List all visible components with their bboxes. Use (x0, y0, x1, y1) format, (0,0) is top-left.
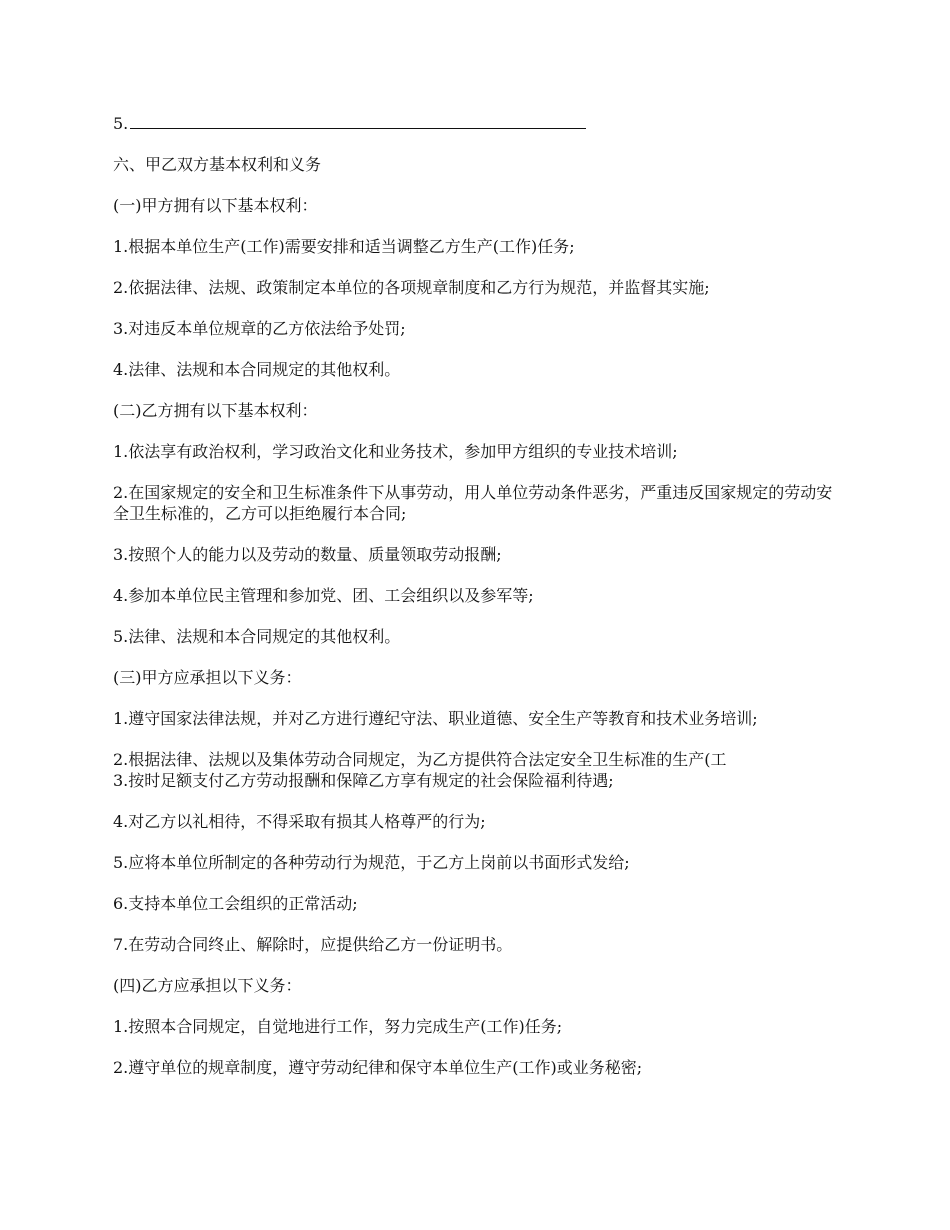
blank-item-5 (113, 112, 838, 134)
part3-item: 6.支持本单位工会组织的正常活动; (113, 894, 358, 913)
item-number: 5. (113, 114, 129, 133)
part4-item: 2.遵守单位的规章制度，遵守劳动纪律和保守本单位生产(工作)或业务秘密; (113, 1058, 643, 1077)
part1-item: 2.依据法律、法规、政策制定本单位的各项规章制度和乙方行为规范，并监督其实施; (113, 278, 710, 297)
part4-heading: (四)乙方应承担以下义务： (113, 976, 302, 995)
part1-item: 3.对违反本单位规章的乙方依法给予处罚; (113, 319, 406, 338)
part3-item: 1.遵守国家法律法规，并对乙方进行遵纪守法、职业道德、安全生产等教育和技术业务培训; (113, 709, 758, 728)
part2-item: 1.依法享有政治权利，学习政治文化和业务技术，参加甲方组织的专业技术培训; (113, 442, 678, 461)
part2-item: 4.参加本单位民主管理和参加党、团、工会组织以及参军等; (113, 586, 534, 605)
part1-heading: (一)甲方拥有以下基本权利： (113, 196, 318, 215)
fill-in-blank-line (130, 112, 586, 129)
part3-item: 2.根据法律、法规以及集体劳动合同规定，为乙方提供符合法定安全卫生标准的生产(工 (113, 750, 727, 769)
document-page (113, 112, 838, 1098)
section-heading: 六、甲乙双方基本权利和义务 (113, 155, 322, 174)
part1-item: 4.法律、法规和本合同规定的其他权利。 (113, 360, 401, 379)
part3-heading: (三)甲方应承担以下义务： (113, 668, 302, 687)
part3-item: 7.在劳动合同终止、解除时，应提供给乙方一份证明书。 (113, 935, 513, 954)
part3-item: 3.按时足额支付乙方劳动报酬和保障乙方享有规定的社会保险福利待遇; (113, 771, 614, 790)
part2-item: 5.法律、法规和本合同规定的其他权利。 (113, 627, 401, 646)
part3-item: 4.对乙方以礼相待，不得采取有损其人格尊严的行为; (113, 812, 486, 831)
part2-item: 3.按照个人的能力以及劳动的数量、质量领取劳动报酬; (113, 545, 502, 564)
part1-item: 1.根据本单位生产(工作)需要安排和适当调整乙方生产(工作)任务; (113, 237, 575, 256)
part2-item: 2.在国家规定的安全和卫生标准条件下从事劳动，用人单位劳动条件恶劣，严重违反国家规定的劳动安全卫生标准的，乙方可以拒绝履行本合同; (113, 483, 833, 523)
part3-item: 5.应将本单位所制定的各种劳动行为规范，于乙方上岗前以书面形式发给; (113, 853, 630, 872)
part2-heading: (二)乙方拥有以下基本权利： (113, 401, 318, 420)
part4-item: 1.按照本合同规定，自觉地进行工作，努力完成生产(工作)任务; (113, 1017, 563, 1036)
